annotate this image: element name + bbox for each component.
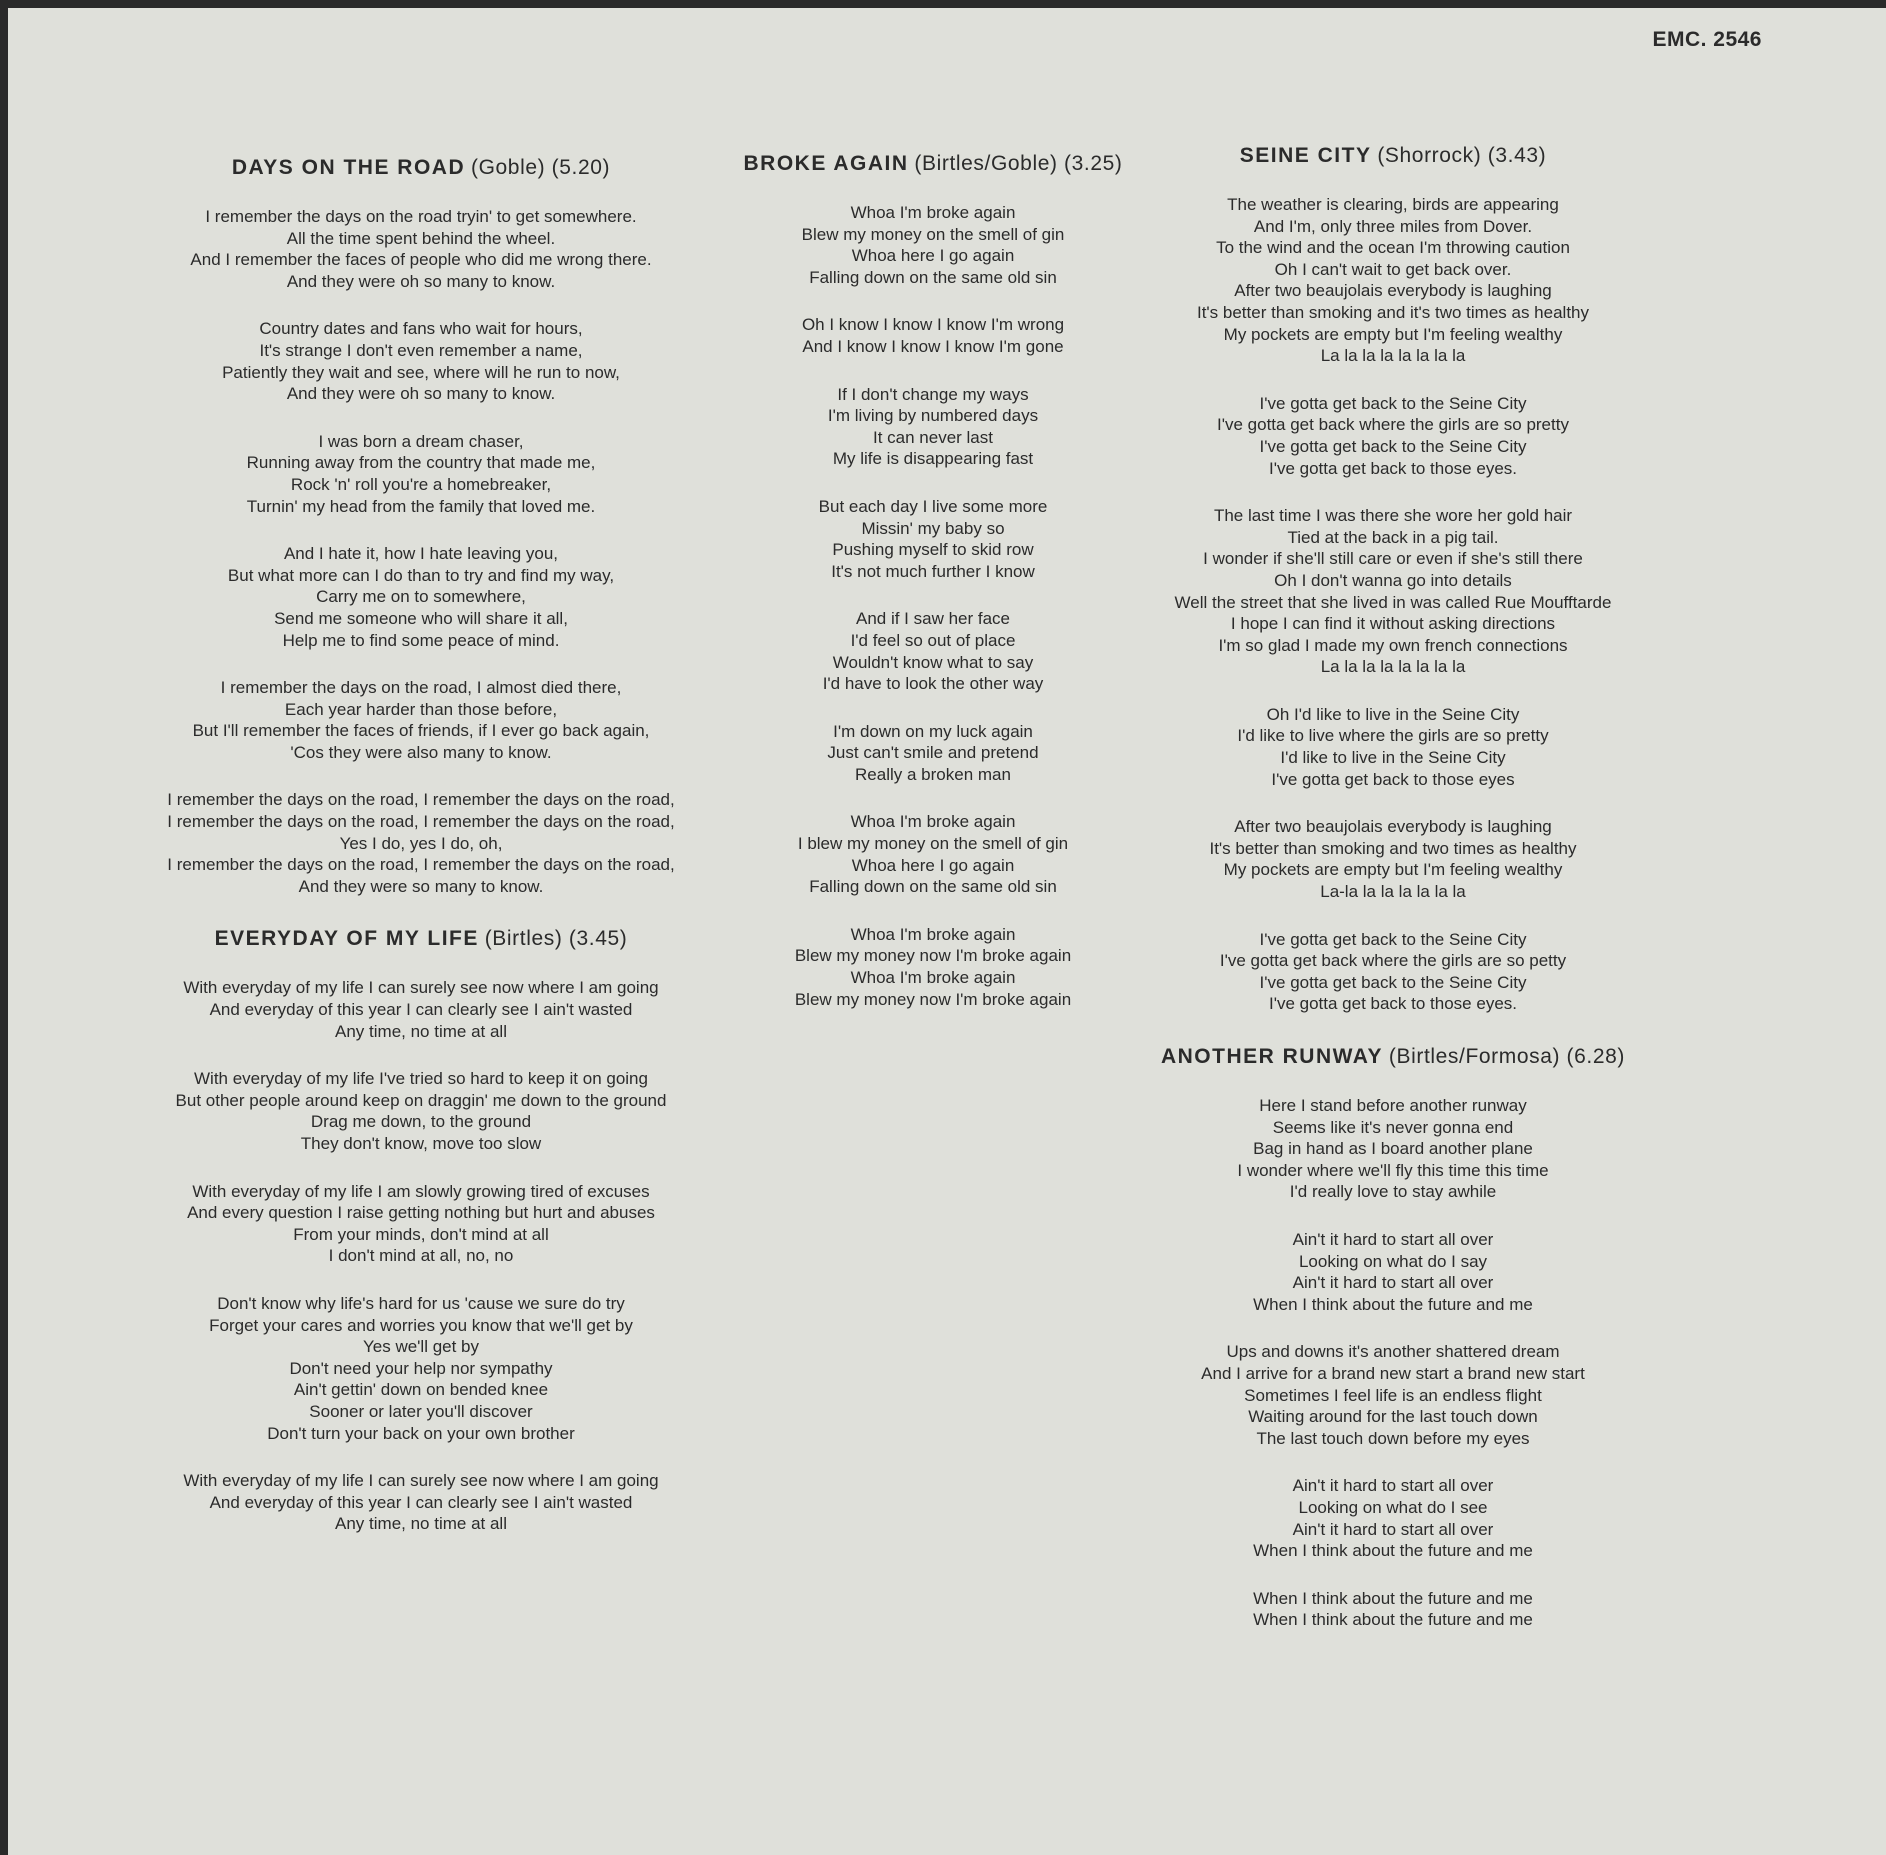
lyric-line: I've gotta get back where the girls are so petty — [1219, 951, 1567, 971]
lyric-line: Don't need your help nor sympathy — [289, 1358, 553, 1378]
lyric-stanza — [1123, 194, 1663, 367]
song-credit: (Birtles) (3.45) — [484, 927, 628, 951]
lyric-line: I blew my money on the smell of gin — [797, 834, 1069, 854]
song-title — [1123, 144, 1663, 168]
song-block — [708, 152, 1158, 1010]
lyric-sheet — [8, 8, 1886, 1855]
lyric-stanza — [1123, 1588, 1663, 1631]
lyric-line: Any time, no time at all — [335, 1021, 507, 1041]
lyric-stanza — [116, 1181, 726, 1267]
lyric-line: Bag in hand as I board another plane — [1253, 1139, 1533, 1159]
lyric-line: Turnin' my head from the family that loved me. — [246, 496, 596, 516]
lyric-line: When I think about the future and me — [1253, 1588, 1533, 1608]
lyric-line: Here I stand before another runway — [1259, 1096, 1527, 1115]
lyric-line: The last time I was there she wore her gold hair — [1213, 506, 1573, 526]
lyric-line: I've gotta get back to the Seine City — [1259, 436, 1527, 456]
lyric-line: And I hate it, how I hate leaving you, — [283, 544, 559, 564]
song-credit: (Birtles/Goble) (3.25) — [914, 152, 1123, 175]
lyric-stanza — [1123, 1229, 1663, 1315]
column-3 — [1123, 144, 1663, 1661]
lyric-line: Falling down on the same old sin — [809, 877, 1057, 897]
lyric-line: Help me to find some peace of mind. — [282, 630, 560, 650]
lyric-line: I've gotta get back to the Seine City — [1259, 972, 1527, 992]
lyric-line: I've gotta get back to those eyes. — [1268, 994, 1517, 1014]
song-title-name: ANOTHER RUNWAY — [1160, 1045, 1384, 1068]
song-block — [116, 156, 726, 897]
lyric-line: And they were oh so many to know. — [286, 384, 556, 404]
lyric-line: Whoa here I go again — [851, 246, 1015, 266]
lyric-line: Ain't it hard to start all over — [1292, 1476, 1494, 1496]
song-credit: (Birtles/Formosa) (6.28) — [1388, 1045, 1626, 1068]
lyric-line: It's strange I don't even remember a name, — [259, 340, 583, 360]
lyric-line: I've gotta get back to those eyes. — [1268, 458, 1517, 478]
lyric-line: Waiting around for the last touch down — [1248, 1407, 1538, 1427]
lyric-line: Looking on what do I see — [1298, 1497, 1488, 1517]
lyric-line: La la la la la la la la — [1320, 657, 1466, 677]
lyric-line: I've gotta get back to the Seine City — [1259, 393, 1527, 413]
lyric-line: Pushing myself to skid row — [832, 540, 1034, 560]
lyric-line: After two beaujolais everybody is laughing — [1234, 817, 1552, 837]
lyric-line: All the time spent behind the wheel. — [286, 228, 556, 248]
lyric-line: My pockets are empty but I'm feeling wealthy — [1223, 324, 1563, 344]
lyric-line: Oh I know I know I know I'm wrong — [801, 315, 1065, 335]
lyric-line: And they were so many to know. — [298, 876, 544, 896]
lyric-line: I remember the days on the road, I remember the days on the road, — [167, 790, 675, 810]
lyric-line: Oh I can't wait to get back over. — [1274, 259, 1512, 279]
lyric-stanza — [1123, 1341, 1663, 1449]
lyric-line: And I'm, only three miles from Dover. — [1253, 216, 1533, 236]
lyric-stanza — [116, 206, 726, 292]
lyric-line: And everyday of this year I can clearly see I ain't wasted — [209, 1492, 633, 1512]
lyric-line: Looking on what do I say — [1298, 1251, 1488, 1271]
lyric-line: I wonder if she'll still care or even if she's still there — [1203, 549, 1583, 569]
lyric-line: With everyday of my life I am slowly growing tired of excuses — [192, 1181, 650, 1201]
lyric-line: And I know I know I know I'm gone — [802, 336, 1064, 356]
catalog-number: EMC. 2546 — [1652, 28, 1762, 51]
lyric-stanza — [116, 677, 726, 763]
lyric-line: Sooner or later you'll discover — [309, 1401, 533, 1421]
lyric-line: Don't know why life's hard for us 'cause we sure do try — [217, 1293, 625, 1313]
song-block — [1123, 144, 1663, 1015]
lyric-line: Forget your cares and worries you know that we'll get by — [209, 1315, 633, 1335]
lyric-line: And I arrive for a brand new start a brand new start — [1201, 1363, 1585, 1383]
lyric-line: Really a broken man — [855, 764, 1011, 784]
lyric-line: Blew my money on the smell of gin — [801, 224, 1065, 244]
lyric-stanza — [708, 202, 1158, 288]
lyric-stanza — [116, 1068, 726, 1154]
lyric-line: Blew my money now I'm broke again — [794, 946, 1072, 966]
lyric-line: Sometimes I feel life is an endless flight — [1244, 1385, 1542, 1405]
lyric-line: I've gotta get back to the Seine City — [1259, 929, 1527, 949]
lyric-line: But each day I live some more — [818, 496, 1048, 516]
lyric-line: Whoa I'm broke again — [850, 924, 1016, 944]
lyric-line: But other people around keep on draggin' me down to the ground — [175, 1090, 667, 1110]
lyric-line: Ain't it hard to start all over — [1292, 1273, 1494, 1293]
lyric-stanza — [1123, 1095, 1663, 1203]
song-title-name: SEINE CITY — [1239, 144, 1372, 167]
lyric-stanza — [708, 384, 1158, 470]
lyric-line: I've gotta get back where the girls are so pretty — [1217, 415, 1569, 435]
lyric-line: Whoa here I go again — [851, 855, 1015, 875]
lyric-stanza — [1123, 929, 1663, 1015]
lyric-line: Ain't it hard to start all over — [1292, 1229, 1494, 1249]
lyric-line: Drag me down, to the ground — [310, 1112, 532, 1132]
lyric-line: When I think about the future and me — [1253, 1610, 1533, 1630]
song-title — [708, 152, 1158, 176]
song-block — [116, 927, 726, 1534]
lyric-line: I'd have to look the other way — [822, 674, 1044, 694]
lyric-line: I remember the days on the road, I almost died there, — [220, 678, 622, 698]
lyric-stanza — [116, 318, 726, 404]
lyric-line: La la la la la la la la — [1320, 346, 1466, 366]
lyric-stanza — [1123, 505, 1663, 678]
lyric-line: I remember the days on the road tryin' to get somewhere. — [205, 207, 637, 226]
lyric-line: I'd feel so out of place — [850, 630, 1016, 650]
lyric-line: With everyday of my life I've tried so hard to keep it on going — [194, 1069, 648, 1089]
lyric-line: I remember the days on the road, I remember the days on the road, — [167, 812, 675, 832]
lyric-line: Tied at the back in a pig tail. — [1287, 527, 1499, 547]
lyric-line: Patiently they wait and see, where will he run to now, — [222, 362, 620, 382]
lyric-line: Running away from the country that made me, — [246, 453, 596, 473]
lyric-line: With everyday of my life I can surely see now where I am going — [183, 978, 659, 998]
lyric-stanza — [1123, 393, 1663, 479]
lyric-stanza — [708, 608, 1158, 694]
lyric-line: After two beaujolais everybody is laughing — [1234, 281, 1552, 301]
lyric-line: I'd like to live where the girls are so pretty — [1237, 726, 1549, 746]
lyric-line: Don't turn your back on your own brother — [267, 1423, 575, 1443]
lyric-line: Falling down on the same old sin — [809, 267, 1057, 287]
lyric-line: And every question I raise getting nothing but hurt and abuses — [187, 1203, 655, 1223]
song-title — [116, 927, 726, 951]
lyric-line: I'm living by numbered days — [827, 406, 1039, 426]
song-title-name: BROKE AGAIN — [743, 152, 909, 175]
lyric-line: I've gotta get back to those eyes — [1271, 769, 1515, 789]
lyric-line: Missin' my baby so — [861, 518, 1005, 538]
lyric-line: I was born a dream chaser, — [318, 431, 524, 451]
lyric-line: And they were oh so many to know. — [286, 271, 556, 291]
lyric-line: It can never last — [872, 427, 993, 447]
lyric-line: I wonder where we'll fly this time this time — [1237, 1160, 1549, 1180]
lyric-line: Seems like it's never gonna end — [1272, 1117, 1514, 1137]
lyric-line: I hope I can find it without asking directions — [1230, 614, 1556, 634]
lyric-line: And everyday of this year I can clearly see I ain't wasted — [209, 1000, 633, 1020]
lyric-line: Send me someone who will share it all, — [274, 608, 568, 628]
lyric-line: But what more can I do than to try and find my way, — [227, 565, 615, 585]
lyric-stanza — [1123, 1475, 1663, 1561]
lyric-stanza — [708, 924, 1158, 1010]
lyric-stanza — [116, 977, 726, 1042]
lyric-line: Ain't gettin' down on bended knee — [293, 1380, 549, 1400]
lyric-line: Carry me on to somewhere, — [316, 587, 526, 607]
lyric-line: If I don't change my ways — [837, 384, 1029, 404]
lyric-line: My pockets are empty but I'm feeling wealthy — [1223, 860, 1563, 880]
lyric-line: When I think about the future and me — [1253, 1541, 1533, 1561]
column-1 — [116, 156, 726, 1565]
lyric-line: Yes I do, yes I do, oh, — [339, 833, 503, 853]
lyric-line: From your minds, don't mind at all — [293, 1224, 549, 1244]
song-title — [116, 156, 726, 180]
lyric-line: But I'll remember the faces of friends, if I ever go back again, — [192, 721, 650, 741]
lyric-line: Oh I'd like to live in the Seine City — [1266, 704, 1520, 724]
lyric-line: Blew my money now I'm broke again — [794, 989, 1072, 1009]
song-title-name: EVERYDAY OF MY LIFE — [214, 927, 479, 951]
song-credit: (Shorrock) (3.43) — [1377, 144, 1547, 167]
lyric-stanza — [1123, 816, 1663, 902]
lyric-line: My life is disappearing fast — [832, 449, 1034, 469]
lyric-line: I remember the days on the road, I remember the days on the road, — [167, 855, 675, 875]
lyric-line: I'm down on my luck again — [833, 721, 1033, 741]
lyric-line: I'd like to live in the Seine City — [1280, 748, 1506, 768]
column-2 — [708, 152, 1158, 1040]
lyric-stanza — [116, 431, 726, 517]
lyric-stanza — [708, 314, 1158, 357]
lyric-line: Yes we'll get by — [362, 1337, 480, 1357]
lyric-stanza — [708, 721, 1158, 786]
lyric-line: The last touch down before my eyes — [1256, 1428, 1530, 1448]
lyric-line: When I think about the future and me — [1253, 1294, 1533, 1314]
lyric-line: Rock 'n' roll you're a homebreaker, — [290, 474, 552, 494]
lyric-line: Wouldn't know what to say — [832, 652, 1034, 672]
lyric-line: It's not much further I know — [831, 561, 1035, 581]
lyric-line: It's better than smoking and it's two times as healthy — [1196, 302, 1589, 322]
lyric-stanza — [708, 811, 1158, 897]
lyric-stanza — [116, 1470, 726, 1535]
lyric-line: And I remember the faces of people who did me wrong there. — [190, 250, 652, 270]
lyric-line: Any time, no time at all — [335, 1514, 507, 1534]
lyric-line: With everyday of my life I can surely see now where I am going — [183, 1471, 659, 1491]
lyric-stanza — [116, 1293, 726, 1444]
lyric-line: Whoa I'm broke again — [850, 968, 1016, 988]
lyric-line: And if I saw her face — [855, 609, 1011, 629]
lyric-line: La-la la la la la la la — [1320, 882, 1466, 902]
lyric-stanza — [116, 789, 726, 897]
lyric-line: To the wind and the ocean I'm throwing caution — [1216, 238, 1570, 258]
lyric-line: The weather is clearing, birds are appearing — [1227, 195, 1559, 214]
lyric-line: 'Cos they were also many to know. — [290, 742, 552, 762]
lyric-line: It's better than smoking and two times as healthy — [1209, 838, 1577, 858]
lyric-line: Ups and downs it's another shattered dream — [1226, 1342, 1560, 1362]
lyric-line: Whoa I'm broke again — [850, 203, 1016, 222]
lyric-stanza — [708, 496, 1158, 582]
lyric-line: Country dates and fans who wait for hours, — [259, 319, 583, 339]
lyric-line: They don't know, move too slow — [300, 1134, 542, 1153]
lyric-line: Just can't smile and pretend — [827, 743, 1039, 763]
song-credit: (Goble) (5.20) — [470, 156, 611, 179]
lyric-line: Each year harder than those before, — [284, 699, 558, 719]
song-block — [1123, 1045, 1663, 1631]
song-title — [1123, 1045, 1663, 1069]
lyric-line: Ain't it hard to start all over — [1292, 1519, 1494, 1539]
lyric-line: Whoa I'm broke again — [850, 812, 1016, 832]
lyric-stanza — [1123, 704, 1663, 790]
lyric-line: I'm so glad I made my own french connections — [1218, 635, 1568, 655]
lyric-line: I don't mind at all, no, no — [328, 1246, 514, 1266]
lyric-line: Well the street that she lived in was called Rue Moufftarde — [1174, 592, 1612, 612]
lyric-line: Oh I don't wanna go into details — [1274, 570, 1512, 590]
song-title-name: DAYS ON THE ROAD — [231, 156, 466, 179]
lyric-line: I'd really love to stay awhile — [1289, 1182, 1497, 1202]
lyric-stanza — [116, 543, 726, 651]
